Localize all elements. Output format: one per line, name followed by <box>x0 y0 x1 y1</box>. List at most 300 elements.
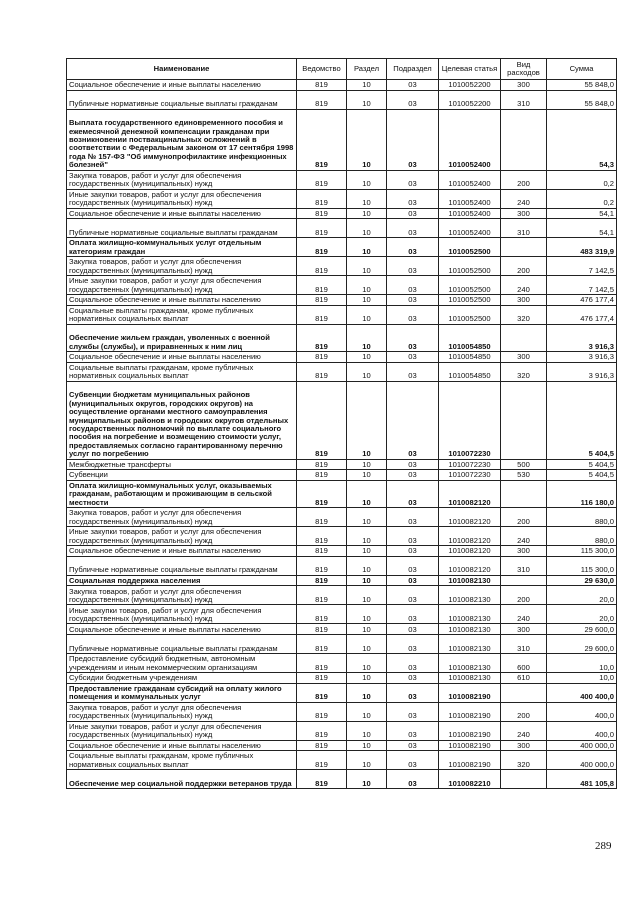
cell-name: Закупка товаров, работ и услуг для обеспечения государственных (муниципальных) нужд <box>67 702 297 721</box>
table-row <box>67 770 617 789</box>
cell-target: 1010082190 <box>439 683 501 702</box>
cell-target: 1010082130 <box>439 672 501 683</box>
cell-subsection: 03 <box>387 295 439 306</box>
cell-section: 10 <box>347 683 387 702</box>
cell-dept: 819 <box>297 189 347 208</box>
cell-sum: 54,1 <box>547 219 617 238</box>
table-row <box>67 352 617 363</box>
cell-type <box>501 480 547 507</box>
cell-dept: 819 <box>297 80 347 91</box>
table-row <box>67 381 617 459</box>
table-row <box>67 740 617 751</box>
cell-section: 10 <box>347 305 387 324</box>
cell-type: 300 <box>501 740 547 751</box>
cell-subsection: 03 <box>387 653 439 672</box>
cell-type: 320 <box>501 751 547 770</box>
cell-sum: 115 300,0 <box>547 546 617 557</box>
cell-type <box>501 109 547 170</box>
cell-sum: 54,3 <box>547 109 617 170</box>
cell-subsection: 03 <box>387 751 439 770</box>
col-header-target: Целевая статья <box>439 59 501 80</box>
cell-name: Субвенции бюджетам муниципальных районов (муниципальных округов, городских округов) на осуществление органами местного самоуправления муниципальных районов и городских округов отдельных государственных полномочий по выплате социального пособия на погребение и возмещению стоимости услуг, предоставляемых согласно гарантированному перечню услуг по погребению <box>67 381 297 459</box>
cell-sum: 483 319,9 <box>547 238 617 257</box>
cell-name: Закупка товаров, работ и услуг для обеспечения государственных (муниципальных) нужд <box>67 170 297 189</box>
cell-target: 1010054850 <box>439 362 501 381</box>
cell-section: 10 <box>347 508 387 527</box>
cell-section: 10 <box>347 470 387 481</box>
cell-sum: 7 142,5 <box>547 257 617 276</box>
cell-dept: 819 <box>297 238 347 257</box>
cell-section: 10 <box>347 381 387 459</box>
table-row <box>67 189 617 208</box>
cell-name: Обеспечение жильем граждан, уволенных с военной службы (службы), и приравненных к ним лиц <box>67 324 297 351</box>
cell-type: 320 <box>501 362 547 381</box>
cell-section: 10 <box>347 109 387 170</box>
cell-subsection: 03 <box>387 480 439 507</box>
cell-subsection: 03 <box>387 605 439 624</box>
cell-section: 10 <box>347 634 387 653</box>
cell-type: 200 <box>501 702 547 721</box>
cell-sum: 29 600,0 <box>547 634 617 653</box>
cell-target: 1010082210 <box>439 770 501 789</box>
cell-subsection: 03 <box>387 90 439 109</box>
cell-section: 10 <box>347 295 387 306</box>
cell-target: 1010082120 <box>439 480 501 507</box>
cell-target: 1010082120 <box>439 556 501 575</box>
cell-type: 310 <box>501 634 547 653</box>
cell-sum: 29 600,0 <box>547 624 617 635</box>
cell-name: Оплата жилищно-коммунальных услуг отдельным категориям граждан <box>67 238 297 257</box>
cell-subsection: 03 <box>387 459 439 470</box>
cell-name: Закупка товаров, работ и услуг для обеспечения государственных (муниципальных) нужд <box>67 508 297 527</box>
cell-name: Публичные нормативные социальные выплаты гражданам <box>67 634 297 653</box>
cell-target: 1010052200 <box>439 80 501 91</box>
cell-dept: 819 <box>297 109 347 170</box>
table-row <box>67 170 617 189</box>
cell-sum: 55 848,0 <box>547 80 617 91</box>
budget-sheet <box>66 58 616 789</box>
cell-subsection: 03 <box>387 305 439 324</box>
cell-type: 530 <box>501 470 547 481</box>
cell-name: Социальное обеспечение и иные выплаты населению <box>67 208 297 219</box>
cell-name: Социальное обеспечение и иные выплаты населению <box>67 352 297 363</box>
cell-type: 240 <box>501 276 547 295</box>
cell-target: 1010054850 <box>439 352 501 363</box>
cell-sum: 7 142,5 <box>547 276 617 295</box>
cell-type <box>501 683 547 702</box>
table-row <box>67 219 617 238</box>
cell-name: Выплата государственного единовременного пособия и ежемесячной денежной компенсации гражданам при возникновении поствакцинальных осложнений в соответствии с Федеральным законом от 17 сентября 1998 года № 157-ФЗ "Об иммунопрофилактике инфекционных болезней" <box>67 109 297 170</box>
cell-target: 1010082130 <box>439 586 501 605</box>
cell-name: Закупка товаров, работ и услуг для обеспечения государственных (муниципальных) нужд <box>67 586 297 605</box>
cell-section: 10 <box>347 672 387 683</box>
cell-sum: 476 177,4 <box>547 305 617 324</box>
cell-subsection: 03 <box>387 219 439 238</box>
cell-sum: 481 105,8 <box>547 770 617 789</box>
cell-target: 1010082120 <box>439 527 501 546</box>
table-row <box>67 305 617 324</box>
cell-dept: 819 <box>297 740 347 751</box>
cell-sum: 400 000,0 <box>547 740 617 751</box>
cell-type: 310 <box>501 219 547 238</box>
cell-sum: 54,1 <box>547 208 617 219</box>
cell-dept: 819 <box>297 295 347 306</box>
cell-name: Социальные выплаты гражданам, кроме публичных нормативных социальных выплат <box>67 362 297 381</box>
cell-name: Социальное обеспечение и иные выплаты населению <box>67 740 297 751</box>
cell-type: 200 <box>501 257 547 276</box>
cell-subsection: 03 <box>387 624 439 635</box>
cell-name: Публичные нормативные социальные выплаты гражданам <box>67 556 297 575</box>
cell-name: Иные закупки товаров, работ и услуг для обеспечения государственных (муниципальных) нужд <box>67 721 297 740</box>
cell-dept: 819 <box>297 352 347 363</box>
table-row <box>67 208 617 219</box>
cell-section: 10 <box>347 276 387 295</box>
cell-section: 10 <box>347 653 387 672</box>
cell-dept: 819 <box>297 324 347 351</box>
cell-type: 240 <box>501 721 547 740</box>
cell-subsection: 03 <box>387 672 439 683</box>
cell-sum: 880,0 <box>547 527 617 546</box>
cell-sum: 400,0 <box>547 702 617 721</box>
cell-target: 1010082120 <box>439 508 501 527</box>
cell-type: 200 <box>501 508 547 527</box>
cell-subsection: 03 <box>387 362 439 381</box>
cell-type: 300 <box>501 624 547 635</box>
cell-target: 1010054850 <box>439 324 501 351</box>
cell-subsection: 03 <box>387 80 439 91</box>
table-row <box>67 295 617 306</box>
cell-subsection: 03 <box>387 170 439 189</box>
cell-dept: 819 <box>297 276 347 295</box>
cell-dept: 819 <box>297 605 347 624</box>
cell-section: 10 <box>347 770 387 789</box>
cell-sum: 3 916,3 <box>547 362 617 381</box>
cell-name: Социальное обеспечение и иные выплаты населению <box>67 295 297 306</box>
cell-dept: 819 <box>297 170 347 189</box>
table-row <box>67 605 617 624</box>
cell-name: Обеспечение мер социальной поддержки ветеранов труда <box>67 770 297 789</box>
cell-section: 10 <box>347 170 387 189</box>
cell-dept: 819 <box>297 624 347 635</box>
cell-sum: 55 848,0 <box>547 90 617 109</box>
table-row <box>67 90 617 109</box>
cell-target: 1010082130 <box>439 634 501 653</box>
cell-type: 600 <box>501 653 547 672</box>
table-row <box>67 702 617 721</box>
cell-section: 10 <box>347 740 387 751</box>
cell-target: 1010072230 <box>439 381 501 459</box>
cell-dept: 819 <box>297 508 347 527</box>
cell-type: 300 <box>501 352 547 363</box>
cell-dept: 819 <box>297 381 347 459</box>
cell-dept: 819 <box>297 362 347 381</box>
cell-subsection: 03 <box>387 702 439 721</box>
cell-type: 240 <box>501 189 547 208</box>
cell-subsection: 03 <box>387 508 439 527</box>
table-row <box>67 751 617 770</box>
cell-section: 10 <box>347 208 387 219</box>
cell-target: 1010052500 <box>439 276 501 295</box>
cell-name: Иные закупки товаров, работ и услуг для обеспечения государственных (муниципальных) нужд <box>67 605 297 624</box>
table-row <box>67 556 617 575</box>
cell-type: 500 <box>501 459 547 470</box>
cell-subsection: 03 <box>387 208 439 219</box>
cell-subsection: 03 <box>387 352 439 363</box>
cell-target: 1010052400 <box>439 208 501 219</box>
cell-target: 1010052400 <box>439 170 501 189</box>
cell-dept: 819 <box>297 672 347 683</box>
cell-name: Оплата жилищно-коммунальных услуг, оказываемых гражданам, работающим и проживающим в сельской местности <box>67 480 297 507</box>
cell-target: 1010082130 <box>439 624 501 635</box>
cell-type <box>501 770 547 789</box>
cell-section: 10 <box>347 586 387 605</box>
cell-subsection: 03 <box>387 586 439 605</box>
cell-dept: 819 <box>297 702 347 721</box>
cell-name: Публичные нормативные социальные выплаты гражданам <box>67 219 297 238</box>
cell-subsection: 03 <box>387 740 439 751</box>
header-row <box>67 59 617 80</box>
cell-type: 300 <box>501 80 547 91</box>
cell-type: 320 <box>501 305 547 324</box>
cell-type: 310 <box>501 90 547 109</box>
cell-dept: 819 <box>297 546 347 557</box>
cell-target: 1010082190 <box>439 702 501 721</box>
cell-section: 10 <box>347 575 387 586</box>
cell-target: 1010052500 <box>439 305 501 324</box>
cell-type: 300 <box>501 208 547 219</box>
cell-sum: 5 404,5 <box>547 381 617 459</box>
cell-type: 240 <box>501 527 547 546</box>
cell-section: 10 <box>347 257 387 276</box>
cell-section: 10 <box>347 459 387 470</box>
cell-subsection: 03 <box>387 470 439 481</box>
cell-name: Иные закупки товаров, работ и услуг для обеспечения государственных (муниципальных) нужд <box>67 276 297 295</box>
cell-section: 10 <box>347 480 387 507</box>
cell-sum: 10,0 <box>547 672 617 683</box>
col-header-section: Раздел <box>347 59 387 80</box>
table-row <box>67 721 617 740</box>
cell-target: 1010082130 <box>439 605 501 624</box>
table-row <box>67 238 617 257</box>
cell-name: Предоставление субсидий бюджетным, автономным учреждениям и иным некоммерческим организациям <box>67 653 297 672</box>
cell-target: 1010082190 <box>439 740 501 751</box>
col-header-name: Наименование <box>67 59 297 80</box>
table-row <box>67 508 617 527</box>
cell-target: 1010052400 <box>439 109 501 170</box>
cell-name: Субсидии бюджетным учреждениям <box>67 672 297 683</box>
cell-sum: 5 404,5 <box>547 470 617 481</box>
cell-section: 10 <box>347 324 387 351</box>
cell-dept: 819 <box>297 556 347 575</box>
cell-section: 10 <box>347 751 387 770</box>
cell-name: Предоставление гражданам субсидий на оплату жилого помещения и коммунальных услуг <box>67 683 297 702</box>
cell-target: 1010072230 <box>439 470 501 481</box>
cell-section: 10 <box>347 362 387 381</box>
col-header-subsection: Подраздел <box>387 59 439 80</box>
cell-type <box>501 575 547 586</box>
table-row <box>67 480 617 507</box>
cell-dept: 819 <box>297 470 347 481</box>
cell-dept: 819 <box>297 721 347 740</box>
cell-sum: 476 177,4 <box>547 295 617 306</box>
cell-dept: 819 <box>297 305 347 324</box>
table-row <box>67 586 617 605</box>
cell-section: 10 <box>347 702 387 721</box>
cell-dept: 819 <box>297 257 347 276</box>
cell-sum: 20,0 <box>547 586 617 605</box>
cell-subsection: 03 <box>387 276 439 295</box>
page-number: 289 <box>595 840 612 852</box>
table-row <box>67 624 617 635</box>
cell-section: 10 <box>347 238 387 257</box>
table-row <box>67 634 617 653</box>
cell-section: 10 <box>347 219 387 238</box>
table-row <box>67 324 617 351</box>
cell-type <box>501 381 547 459</box>
cell-target: 1010082190 <box>439 721 501 740</box>
cell-type: 300 <box>501 295 547 306</box>
table-row <box>67 575 617 586</box>
cell-sum: 20,0 <box>547 605 617 624</box>
cell-section: 10 <box>347 556 387 575</box>
cell-dept: 819 <box>297 219 347 238</box>
cell-subsection: 03 <box>387 257 439 276</box>
table-row <box>67 653 617 672</box>
cell-target: 1010052200 <box>439 90 501 109</box>
cell-sum: 400 400,0 <box>547 683 617 702</box>
cell-type: 610 <box>501 672 547 683</box>
cell-name: Иные закупки товаров, работ и услуг для обеспечения государственных (муниципальных) нужд <box>67 189 297 208</box>
cell-subsection: 03 <box>387 770 439 789</box>
cell-name: Межбюджетные трансферты <box>67 459 297 470</box>
cell-target: 1010052400 <box>439 189 501 208</box>
cell-type: 240 <box>501 605 547 624</box>
cell-section: 10 <box>347 189 387 208</box>
cell-subsection: 03 <box>387 381 439 459</box>
cell-dept: 819 <box>297 683 347 702</box>
cell-target: 1010082190 <box>439 751 501 770</box>
cell-section: 10 <box>347 605 387 624</box>
cell-sum: 10,0 <box>547 653 617 672</box>
table-row <box>67 109 617 170</box>
cell-subsection: 03 <box>387 721 439 740</box>
cell-sum: 400,0 <box>547 721 617 740</box>
cell-sum: 3 916,3 <box>547 324 617 351</box>
table-row <box>67 470 617 481</box>
cell-target: 1010082130 <box>439 575 501 586</box>
cell-name: Социальные выплаты гражданам, кроме публичных нормативных социальных выплат <box>67 305 297 324</box>
cell-type: 310 <box>501 556 547 575</box>
col-header-dept: Ведомство <box>297 59 347 80</box>
cell-type: 300 <box>501 546 547 557</box>
cell-dept: 819 <box>297 575 347 586</box>
cell-section: 10 <box>347 352 387 363</box>
cell-subsection: 03 <box>387 109 439 170</box>
cell-dept: 819 <box>297 653 347 672</box>
cell-subsection: 03 <box>387 634 439 653</box>
cell-name: Социальное обеспечение и иные выплаты населению <box>67 546 297 557</box>
table-body <box>67 80 617 789</box>
cell-sum: 3 916,3 <box>547 352 617 363</box>
table-row <box>67 683 617 702</box>
table-row <box>67 672 617 683</box>
cell-target: 1010052500 <box>439 295 501 306</box>
cell-name: Социальные выплаты гражданам, кроме публичных нормативных социальных выплат <box>67 751 297 770</box>
cell-dept: 819 <box>297 90 347 109</box>
cell-subsection: 03 <box>387 189 439 208</box>
cell-sum: 116 180,0 <box>547 480 617 507</box>
cell-type <box>501 238 547 257</box>
budget-table <box>66 58 617 789</box>
cell-section: 10 <box>347 527 387 546</box>
cell-section: 10 <box>347 624 387 635</box>
table-row <box>67 362 617 381</box>
cell-subsection: 03 <box>387 575 439 586</box>
cell-name: Социальная поддержка населения <box>67 575 297 586</box>
cell-section: 10 <box>347 546 387 557</box>
cell-dept: 819 <box>297 208 347 219</box>
cell-subsection: 03 <box>387 556 439 575</box>
table-row <box>67 276 617 295</box>
cell-dept: 819 <box>297 527 347 546</box>
cell-target: 1010072230 <box>439 459 501 470</box>
cell-subsection: 03 <box>387 546 439 557</box>
cell-dept: 819 <box>297 480 347 507</box>
cell-subsection: 03 <box>387 238 439 257</box>
cell-target: 1010052500 <box>439 238 501 257</box>
table-row <box>67 459 617 470</box>
cell-target: 1010052500 <box>439 257 501 276</box>
cell-name: Закупка товаров, работ и услуг для обеспечения государственных (муниципальных) нужд <box>67 257 297 276</box>
cell-dept: 819 <box>297 751 347 770</box>
cell-target: 1010052400 <box>439 219 501 238</box>
cell-target: 1010082120 <box>439 546 501 557</box>
cell-type: 200 <box>501 170 547 189</box>
table-row <box>67 546 617 557</box>
col-header-sum: Сумма <box>547 59 617 80</box>
cell-sum: 29 630,0 <box>547 575 617 586</box>
cell-dept: 819 <box>297 586 347 605</box>
cell-type <box>501 324 547 351</box>
cell-dept: 819 <box>297 770 347 789</box>
cell-sum: 5 404,5 <box>547 459 617 470</box>
col-header-type: Вид расходов <box>501 59 547 80</box>
cell-section: 10 <box>347 90 387 109</box>
cell-subsection: 03 <box>387 527 439 546</box>
cell-name: Социальное обеспечение и иные выплаты населению <box>67 80 297 91</box>
cell-sum: 880,0 <box>547 508 617 527</box>
table-row <box>67 80 617 91</box>
cell-target: 1010082130 <box>439 653 501 672</box>
cell-dept: 819 <box>297 459 347 470</box>
table-row <box>67 257 617 276</box>
cell-sum: 115 300,0 <box>547 556 617 575</box>
cell-subsection: 03 <box>387 324 439 351</box>
cell-name: Иные закупки товаров, работ и услуг для обеспечения государственных (муниципальных) нужд <box>67 527 297 546</box>
cell-subsection: 03 <box>387 683 439 702</box>
cell-name: Социальное обеспечение и иные выплаты населению <box>67 624 297 635</box>
cell-sum: 0,2 <box>547 170 617 189</box>
cell-name: Субвенции <box>67 470 297 481</box>
cell-sum: 0,2 <box>547 189 617 208</box>
cell-dept: 819 <box>297 634 347 653</box>
cell-section: 10 <box>347 721 387 740</box>
cell-section: 10 <box>347 80 387 91</box>
cell-type: 200 <box>501 586 547 605</box>
cell-sum: 400 000,0 <box>547 751 617 770</box>
table-row <box>67 527 617 546</box>
cell-name: Публичные нормативные социальные выплаты гражданам <box>67 90 297 109</box>
